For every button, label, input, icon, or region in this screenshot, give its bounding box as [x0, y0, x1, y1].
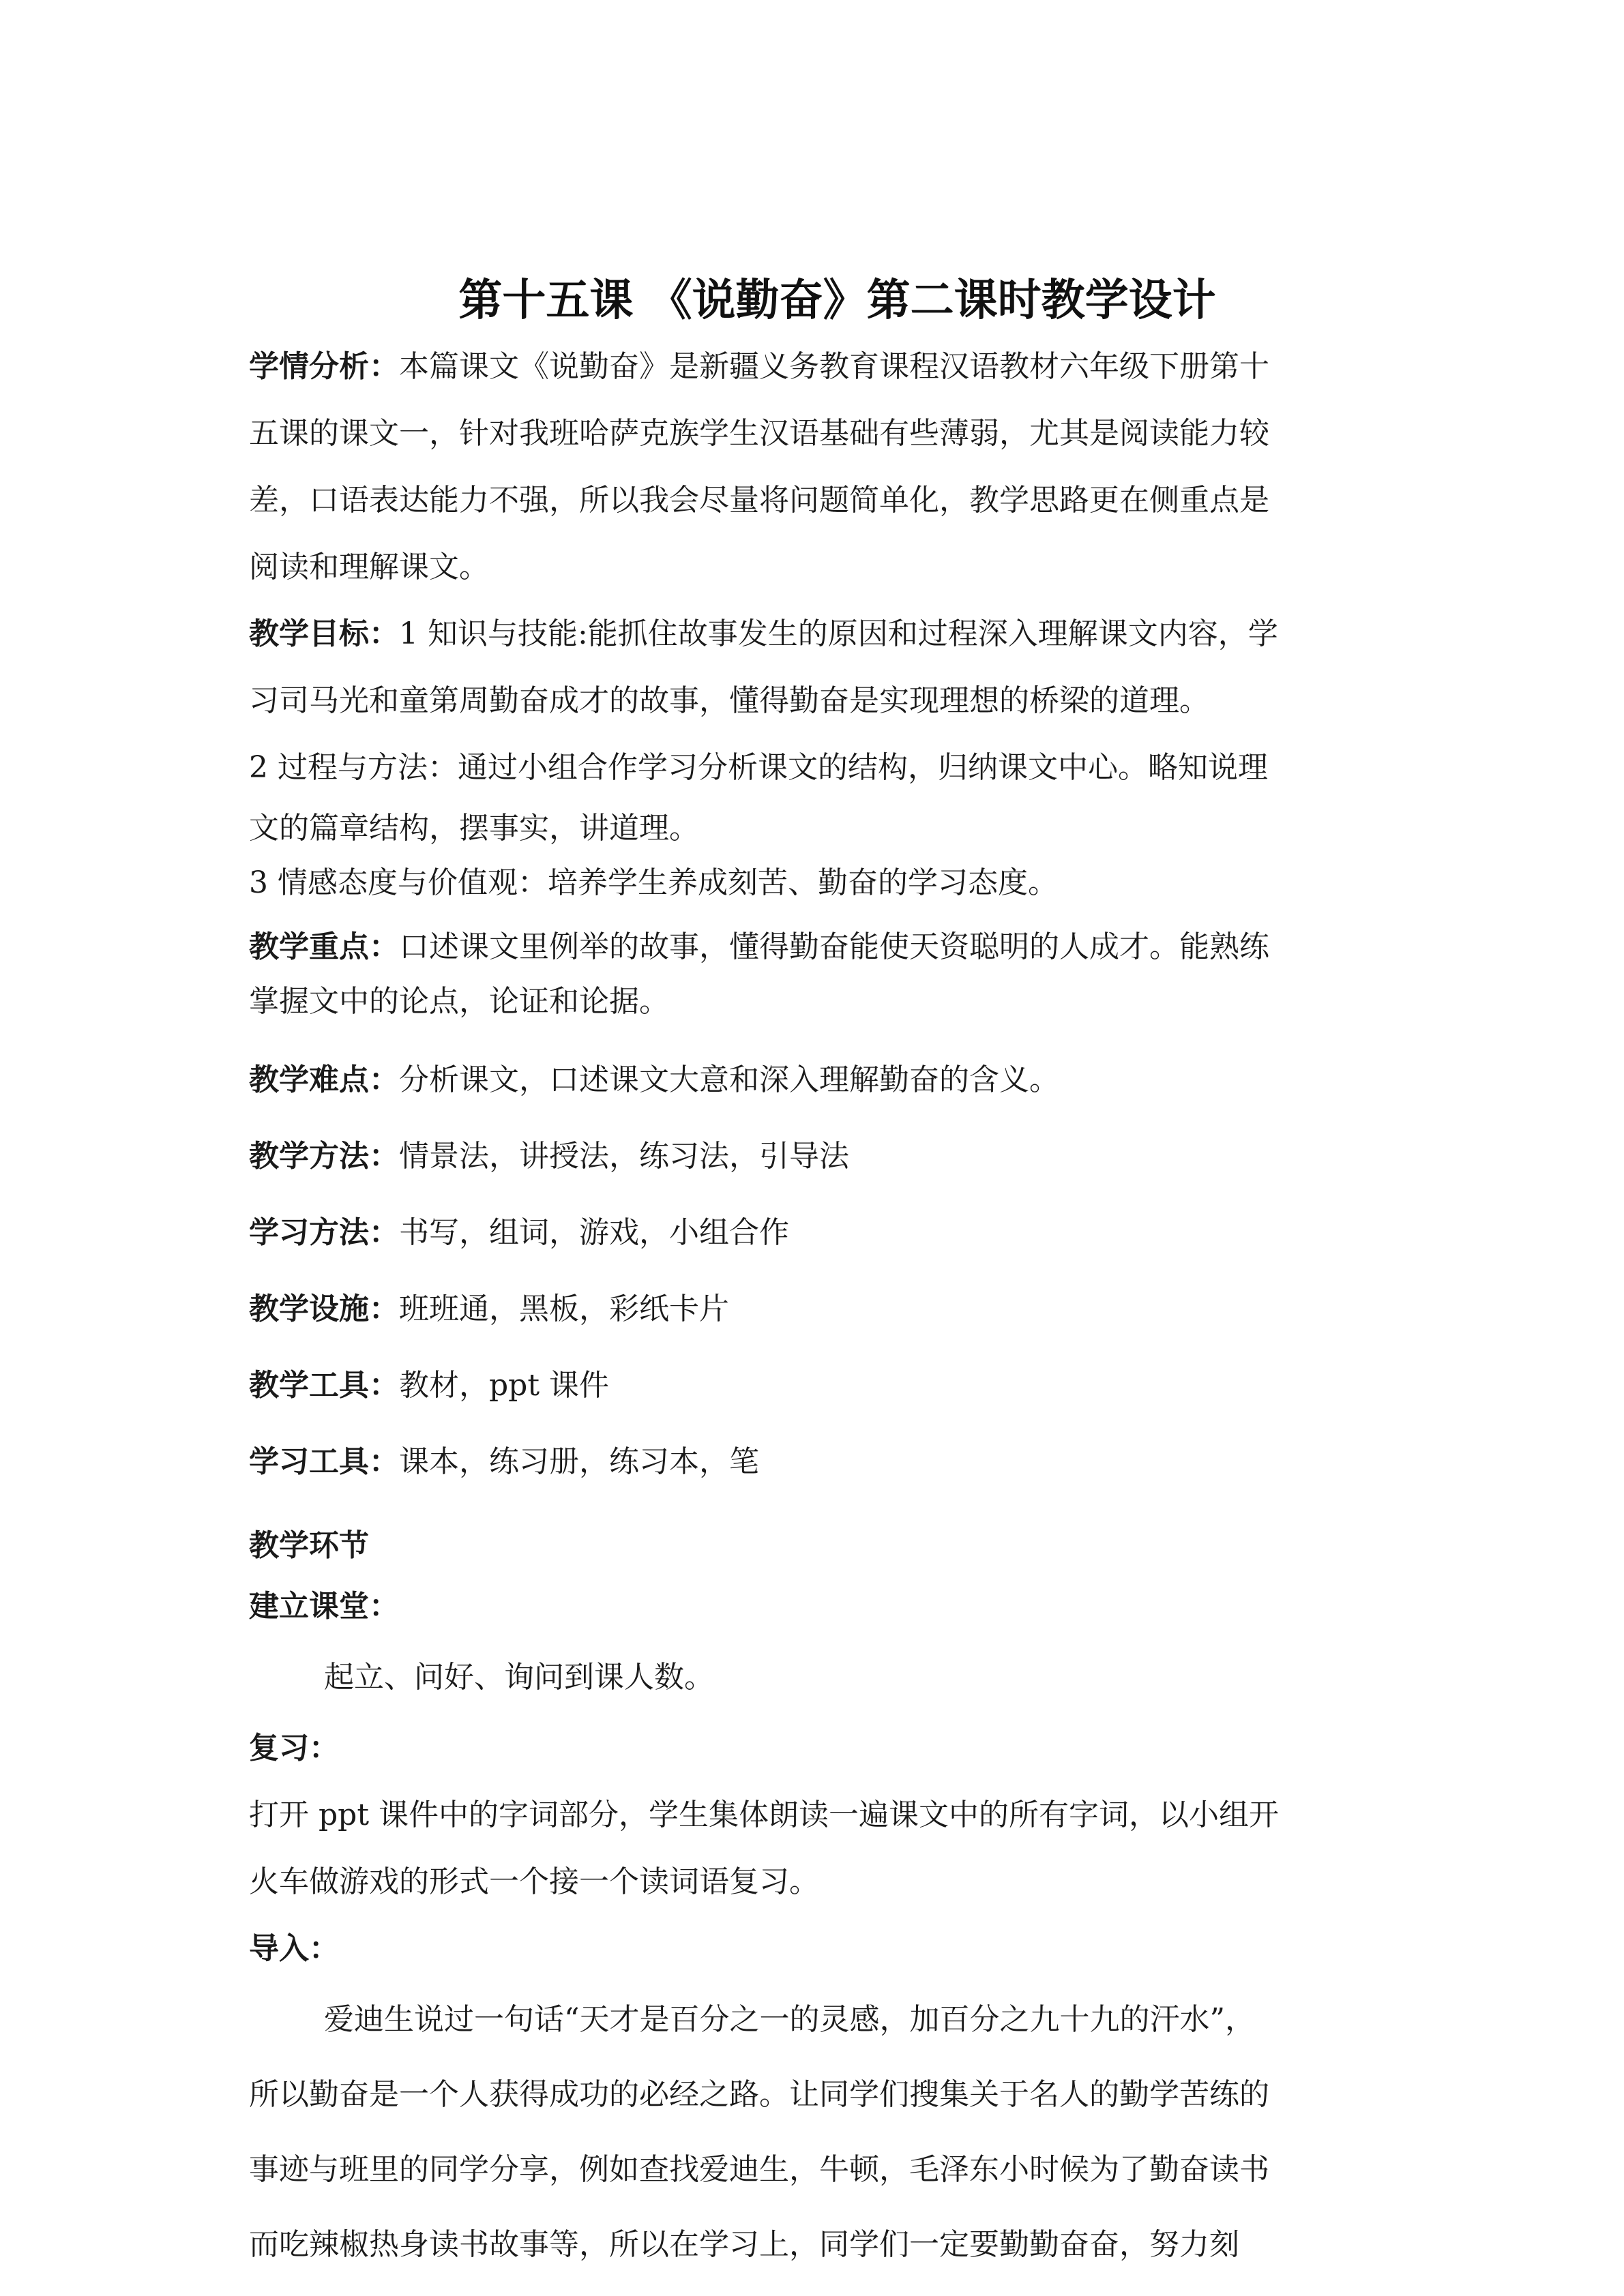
methods-row: [249, 1123, 1395, 1190]
analysis-line-3: 差，口语表达能力不强，所以我会尽量将问题简单化，教学思路更在侧重点是: [249, 483, 1269, 518]
goals-line-5: 3 情感态度与价值观：培养学生养成刻苦、勤奋的学习态度。: [249, 865, 1058, 900]
key-points-section: [249, 920, 1395, 1029]
learning-methods-text: 书写，组词，游戏，小组合作: [399, 1215, 789, 1250]
facilities-label: 教学设施：: [249, 1292, 399, 1326]
facilities-row: [249, 1276, 1395, 1343]
goals-line-1: 1 知识与技能:能抓住故事发生的原因和过程深入理解课文内容，学: [399, 616, 1278, 651]
analysis-label: 学情分析：: [249, 349, 399, 384]
document-body: [249, 269, 1395, 2282]
intro-line-3: 事迹与班里的同学分享，例如查找爱迪生，牛顿，毛泽东小时候为了勤奋读书: [249, 2152, 1269, 2187]
learning-methods-row: [249, 1199, 1395, 1266]
review-line-2: 火车做游戏的形式一个接一个读词语复习。: [249, 1864, 819, 1899]
analysis-line-2: 五课的课文一，针对我班哈萨克族学生汉语基础有些薄弱，尤其是阅读能力较: [249, 416, 1269, 451]
intro-line-2: 所以勤奋是一个人获得成功的必经之路。让同学们搜集关于名人的勤学苦练的: [249, 2077, 1269, 2112]
review-line-1: 打开 ppt 课件中的字词部分，学生集体朗读一遍课文中的所有字词，以小组开: [249, 1798, 1279, 1832]
learning-tools-row: [249, 1429, 1395, 1495]
learning-methods-label: 学习方法：: [249, 1215, 399, 1250]
key-points-line-2: 掌握文中的论点，论证和论据。: [249, 984, 669, 1019]
difficulties-label: 教学难点：: [249, 1062, 399, 1097]
goals-line-4: 文的篇章结构，摆事实，讲道理。: [249, 811, 699, 846]
difficulties-row: [249, 1047, 1395, 1114]
methods-text: 情景法，讲授法，练习法，引导法: [399, 1139, 849, 1174]
key-points-line-1: 口述课文里例举的故事，懂得勤奋能使天资聪明的人成才。能熟练: [399, 929, 1269, 964]
intro-line-1: 爱迪生说过一句话“天才是百分之一的灵感，加百分之九十九的汗水”，: [324, 2002, 1255, 2037]
key-points-label: 教学重点：: [249, 929, 399, 964]
difficulties-text: 分析课文，口述课文大意和深入理解勤奋的含义。: [399, 1062, 1059, 1097]
intro-heading: 导入：: [249, 1931, 339, 1966]
classroom-text: 起立、问好、询问到课人数。: [324, 1660, 714, 1695]
goals-section: [249, 601, 1395, 910]
review-heading: 复习：: [249, 1731, 339, 1765]
goals-line-3: 2 过程与方法：通过小组合作学习分析课文的结构，归纳课文中心。略知说理: [249, 750, 1268, 785]
teaching-tools-text: 教材，ppt 课件: [399, 1368, 609, 1403]
methods-label: 教学方法：: [249, 1139, 399, 1174]
intro-line-4: 而吃辣椒热身读书故事等，所以在学习上，同学们一定要勤勤奋奋，努力刻: [249, 2227, 1239, 2262]
facilities-text: 班班通，黑板，彩纸卡片: [399, 1292, 729, 1326]
document-title: 第十五课 《说勤奋》第二课时教学设计: [458, 275, 1216, 326]
learning-tools-text: 课本，练习册，练习本，笔: [399, 1444, 759, 1479]
analysis-line-4: 阅读和理解课文。: [249, 550, 489, 584]
analysis-section: [249, 333, 1395, 601]
goals-label: 教学目标：: [249, 616, 399, 651]
teaching-tools-row: [249, 1352, 1395, 1419]
classroom-heading: 建立课堂：: [249, 1589, 399, 1624]
analysis-line-1: 本篇课文《说勤奋》是新疆义务教育课程汉语教材六年级下册第十: [399, 349, 1269, 384]
teaching-tools-label: 教学工具：: [249, 1368, 399, 1403]
goals-line-2: 习司马光和童第周勤奋成才的故事，懂得勤奋是实现理想的桥梁的道理。: [249, 683, 1209, 718]
learning-tools-label: 学习工具：: [249, 1444, 399, 1479]
procedure-heading: 教学环节: [249, 1528, 369, 1563]
